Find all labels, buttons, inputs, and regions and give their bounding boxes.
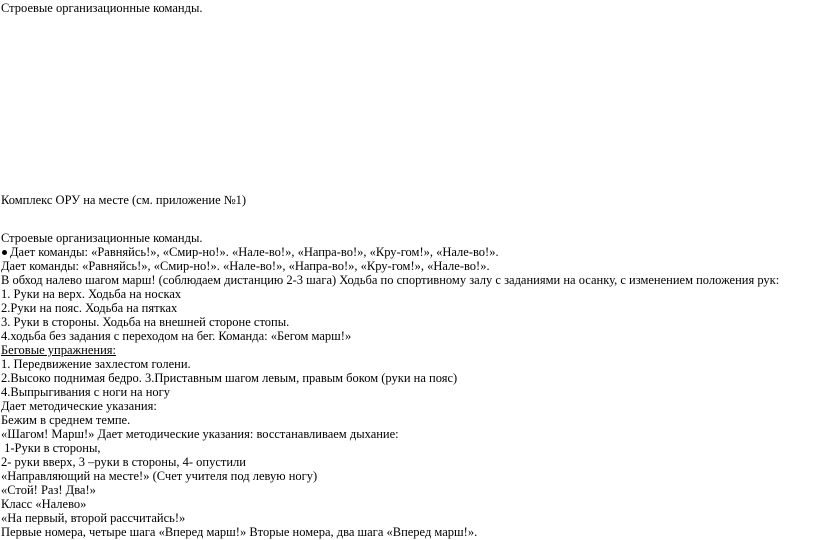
text-line: 1. Руки на верх. Ходьба на носках — [1, 287, 182, 301]
text-line: В обход налево шагом марш! (соблюдаем дистанцию 2-3 шага) Ходьба по спортивному залу с заданиями на осанку, с изменением положения рук: — [1, 273, 780, 287]
text-line: «На первый, второй рассчитайсь!» — [1, 511, 186, 525]
text-line: «Шагом! Марш!» Дает методические указания: восстанавливаем дыхание: — [1, 427, 399, 441]
text-line: 1-Руки в стороны, — [1, 441, 101, 455]
bullet-item — [1, 245, 499, 259]
text-line: 2.Руки на пояс. Ходьба на пятках — [1, 301, 178, 315]
text-line: Дает команды: «Равняйсь!», «Смир-но!». «Нале-во!», «Напра-во!», «Кру-гом!», «Нале-во!». — [1, 259, 490, 273]
text-line: Дает методические указания: — [1, 399, 157, 413]
text-line: 3. Руки в стороны. Ходьба на внешней стороне стопы. — [1, 315, 290, 329]
text-line: 2- руки вверх, 3 –руки в стороны, 4- опустили — [1, 455, 246, 469]
text-line: 2.Высоко поднимая бедро. 3.Приставным шагом левым, правым боком (руки на пояс) — [1, 371, 458, 385]
text-line: Первые номера, четыре шага «Вперед марш!» Вторые номера, два шага «Вперед марш!». — [1, 525, 478, 539]
running-exercises-heading: Беговые упражнения: — [1, 343, 116, 357]
bullet-item-text: Дает команды: «Равняйсь!», «Смир-но!». «Нале-во!», «Напра-во!», «Кру-гом!», «Нале-во!». — [10, 245, 499, 259]
text-line: 4.Выпрыгивания с ноги на ногу — [1, 385, 171, 399]
complex-reference: Комплекс ОРУ на месте (см. приложение №1) — [1, 193, 247, 207]
text-line: «Направляющий на месте!» (Счет учителя под левую ногу) — [1, 469, 318, 483]
text-line: Класс «Налево» — [1, 497, 87, 511]
text-line: 1. Передвижение захлестом голени. — [1, 357, 191, 371]
text-line: Бежим в среднем темпе. — [1, 413, 131, 427]
text-line: 4.ходьба без задания с переходом на бег. Команда: «Бегом марш!» — [1, 329, 352, 343]
text-line: «Стой! Раз! Два!» — [1, 483, 96, 497]
document-title: Строевые организационные команды. — [1, 1, 203, 15]
bullet-icon — [2, 250, 7, 255]
section-subtitle: Строевые организационные команды. — [1, 231, 203, 245]
